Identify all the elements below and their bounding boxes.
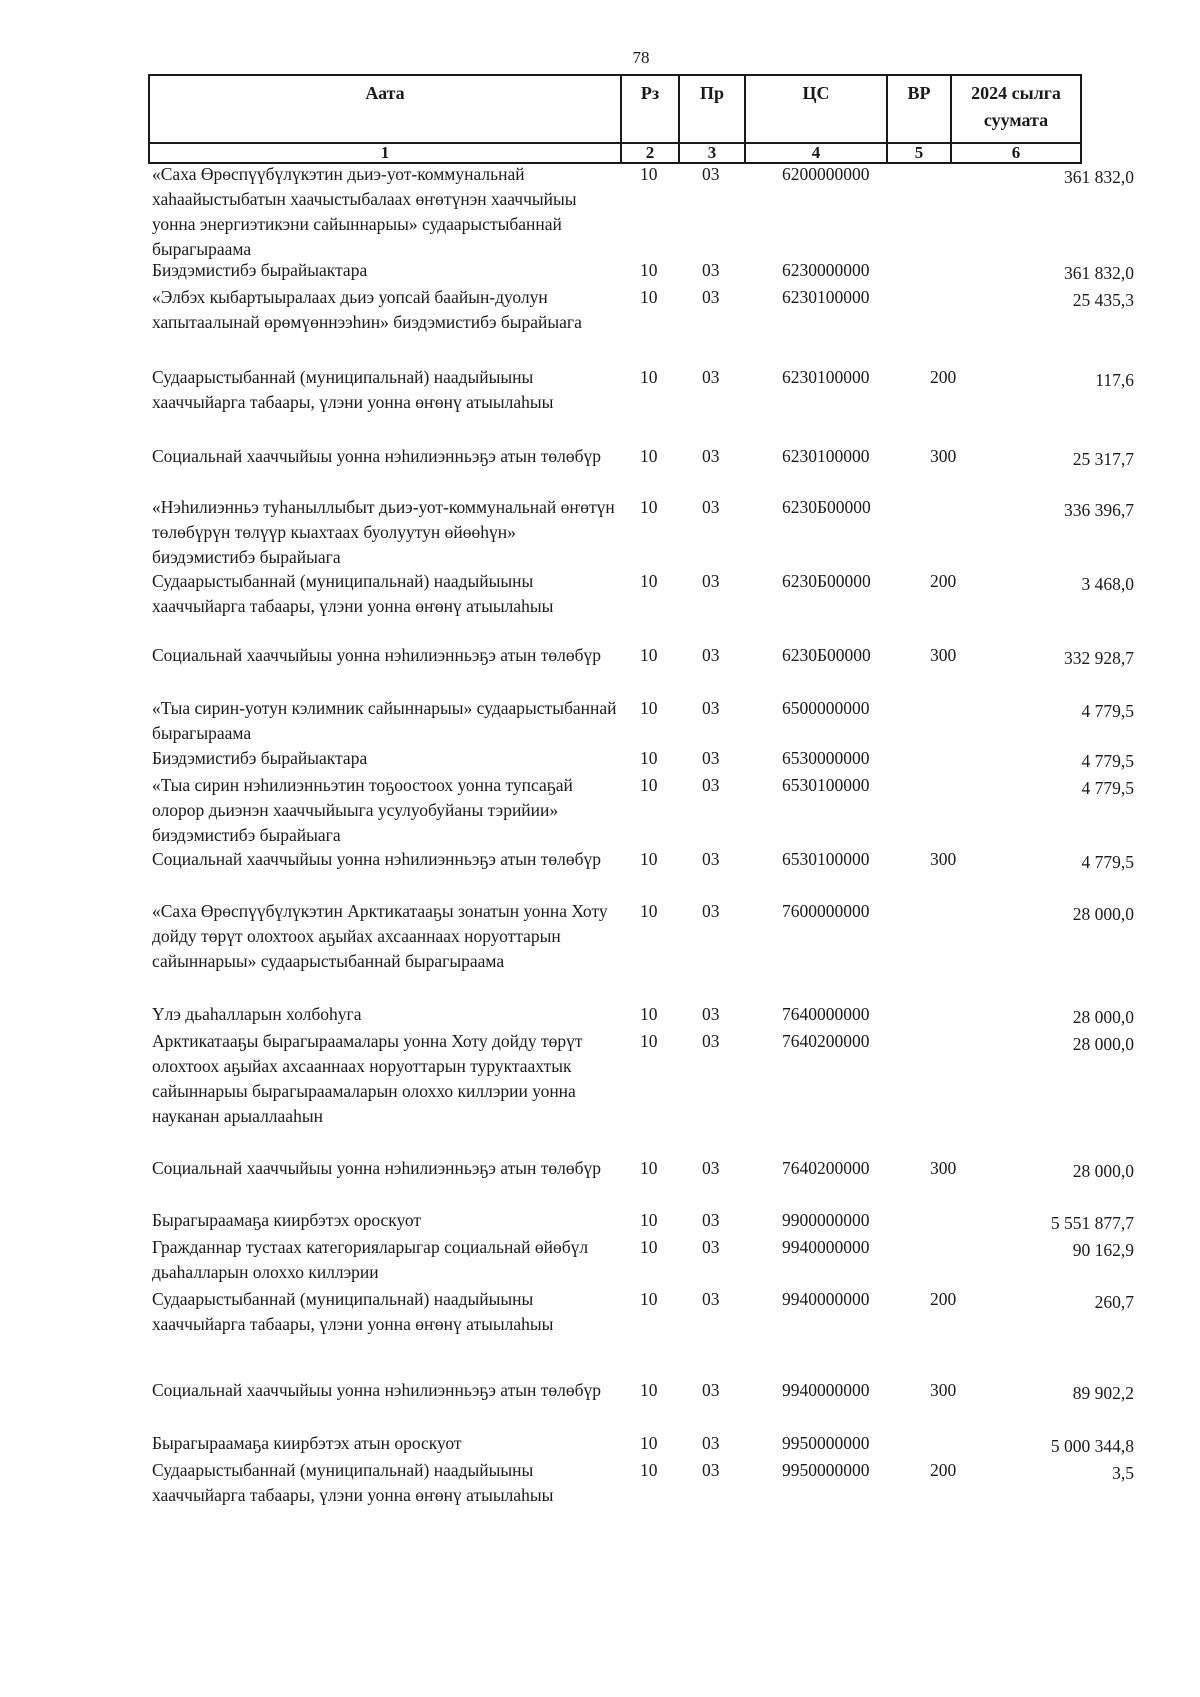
row-vr: 200 bbox=[930, 1460, 957, 1480]
row-pr: 03 bbox=[702, 1210, 720, 1230]
row-rz: 10 bbox=[640, 1210, 658, 1230]
row-cs: 6530100000 bbox=[782, 849, 870, 869]
row-vr: 300 bbox=[930, 849, 957, 869]
row-sum: 28 000,0 bbox=[1072, 1034, 1134, 1054]
row-cs: 7640200000 bbox=[782, 1031, 870, 1051]
row-name: Судаарыстыбаннай (муниципальнай) наадыйыыны хааччыйарга табаары, үлэни уонна өҥөнү атыылаһыы bbox=[152, 1289, 554, 1334]
row-cs: 9950000000 bbox=[782, 1433, 870, 1453]
table-row bbox=[0, 1431, 1200, 1458]
row-name: «Саха Өрөспүүбүлүкэтин дьиэ-уот-коммунальнай хаһаайыстыбатын хаачыстыбалаах өҥөтүнэн хааччыйыы уонна энергиэтикэни сайыннарыы» судаарыстыбаннай бырагыраама bbox=[152, 164, 577, 259]
row-rz: 10 bbox=[640, 497, 658, 517]
row-name: Социальнай хааччыйыы уонна нэһилиэнньэҕэ атын төлөбүр bbox=[152, 446, 602, 466]
page-number: 78 bbox=[632, 48, 650, 67]
row-name: Гражданнар тустаах категорияларыгар социальнай өйөбүл дьаһалларын олоххо киллэрии bbox=[152, 1237, 589, 1282]
row-pr: 03 bbox=[702, 748, 720, 768]
row-rz: 10 bbox=[640, 748, 658, 768]
row-vr: 300 bbox=[930, 645, 957, 665]
row-sum: 28 000,0 bbox=[1072, 904, 1134, 924]
row-pr: 03 bbox=[702, 1031, 720, 1051]
column-number-row bbox=[149, 143, 1081, 163]
row-rz: 10 bbox=[640, 1460, 658, 1480]
row-rz: 10 bbox=[640, 1158, 658, 1178]
row-sum: 3 468,0 bbox=[1081, 574, 1134, 594]
row-name: Бырагыраамаҕа киирбэтэх атын ороскуот bbox=[152, 1433, 462, 1453]
row-name: Арктикатааҕы бырагыраамалары уонна Хоту дойду төрүт олохтоох аҕыйах ахсааннаах норуоттарын туруктаахтык сайыннарыы бырагыраамаларын олоххо киллэрии уонна науканан арыаллааһын bbox=[152, 1031, 583, 1126]
row-sum: 4 779,5 bbox=[1081, 751, 1134, 771]
table-row bbox=[0, 365, 1200, 444]
row-name: Судаарыстыбаннай (муниципальнай) наадыйыыны хааччыйарга табаары, үлэни уонна өҥөнү атыылаһыы bbox=[152, 367, 554, 412]
column-number: 2 bbox=[621, 143, 679, 163]
row-name: «Тыа сирин-уотун кэлимник сайыннарыы» судаарыстыбаннай бырагыраама bbox=[152, 698, 617, 743]
row-pr: 03 bbox=[702, 901, 720, 921]
row-pr: 03 bbox=[702, 698, 720, 718]
table-row bbox=[0, 1287, 1200, 1378]
row-rz: 10 bbox=[640, 698, 658, 718]
column-number: 3 bbox=[679, 143, 745, 163]
row-sum: 28 000,0 bbox=[1072, 1007, 1134, 1027]
row-sum: 336 396,7 bbox=[1064, 500, 1134, 520]
row-pr: 03 bbox=[702, 260, 720, 280]
table-row bbox=[0, 258, 1200, 285]
column-number: 4 bbox=[745, 143, 887, 163]
row-rz: 10 bbox=[640, 1031, 658, 1051]
row-pr: 03 bbox=[702, 1158, 720, 1178]
row-rz: 10 bbox=[640, 1380, 658, 1400]
row-name: «Нэһилиэнньэ туһаныллыбыт дьиэ-уот-коммунальнай өҥөтүн төлөбүрүн төлүүр кыахтаах буолуутун өйөөһүн» биэдэмистибэ бырайыага bbox=[152, 497, 615, 567]
row-sum: 89 902,2 bbox=[1072, 1383, 1134, 1403]
table-row bbox=[0, 1378, 1200, 1431]
row-name: Биэдэмистибэ бырайыактара bbox=[152, 260, 368, 280]
row-cs: 7640000000 bbox=[782, 1004, 870, 1024]
table-row bbox=[0, 1029, 1200, 1156]
header-cs: ЦС bbox=[745, 75, 887, 143]
row-sum: 5 000 344,8 bbox=[1050, 1436, 1134, 1456]
table-row bbox=[0, 746, 1200, 773]
table-row bbox=[0, 162, 1200, 258]
row-name: «Саха Өрөспүүбүлүкэтин Арктикатааҕы зонатын уонна Хоту дойду төрүт олохтоох аҕыйах ахсааннаах норуоттарын сайыннарыы» судаарыстыбаннай бырагыраама bbox=[152, 901, 608, 971]
row-vr: 200 bbox=[930, 571, 957, 591]
column-number: 1 bbox=[149, 143, 621, 163]
row-sum: 90 162,9 bbox=[1072, 1240, 1134, 1260]
row-cs: 9940000000 bbox=[782, 1237, 870, 1257]
table-row bbox=[0, 1156, 1200, 1208]
row-pr: 03 bbox=[702, 645, 720, 665]
row-pr: 03 bbox=[702, 1289, 720, 1309]
row-cs: 6230100000 bbox=[782, 446, 870, 466]
row-rz: 10 bbox=[640, 1433, 658, 1453]
row-cs: 7640200000 bbox=[782, 1158, 870, 1178]
row-pr: 03 bbox=[702, 775, 720, 795]
row-rz: 10 bbox=[640, 260, 658, 280]
row-sum: 361 832,0 bbox=[1064, 167, 1134, 187]
row-rz: 10 bbox=[640, 1237, 658, 1257]
table-row bbox=[0, 847, 1200, 899]
row-pr: 03 bbox=[702, 446, 720, 466]
column-number: 6 bbox=[951, 143, 1081, 163]
header-aata: Аата bbox=[149, 75, 621, 143]
row-sum: 4 779,5 bbox=[1081, 778, 1134, 798]
row-pr: 03 bbox=[702, 164, 720, 184]
table-row bbox=[0, 569, 1200, 643]
row-pr: 03 bbox=[702, 1433, 720, 1453]
row-rz: 10 bbox=[640, 645, 658, 665]
row-vr: 200 bbox=[930, 1289, 957, 1309]
row-name: Социальнай хааччыйыы уонна нэһилиэнньэҕэ атын төлөбүр bbox=[152, 849, 602, 869]
row-cs: 6200000000 bbox=[782, 164, 870, 184]
row-cs: 6230100000 bbox=[782, 367, 870, 387]
row-sum: 5 551 877,7 bbox=[1050, 1213, 1134, 1233]
row-vr: 300 bbox=[930, 446, 957, 466]
row-cs: 6230Б00000 bbox=[782, 571, 871, 591]
header-row bbox=[149, 75, 1081, 143]
table-row bbox=[0, 495, 1200, 569]
row-pr: 03 bbox=[702, 1004, 720, 1024]
table-row bbox=[0, 444, 1200, 495]
row-rz: 10 bbox=[640, 287, 658, 307]
header-vr: ВР bbox=[887, 75, 951, 143]
table-header bbox=[148, 74, 1082, 164]
row-rz: 10 bbox=[640, 1289, 658, 1309]
row-name: «Тыа сирин нэһилиэнньэтин тоҕоостоох уонна тупсаҕай олорор дьиэнэн хааччыйыыга усулуобуйаны тэрийии» биэдэмистибэ бырайыага bbox=[152, 775, 573, 845]
header-sum: 2024 сылга суумата bbox=[951, 75, 1081, 143]
row-pr: 03 bbox=[702, 287, 720, 307]
row-name: Социальнай хааччыйыы уонна нэһилиэнньэҕэ атын төлөбүр bbox=[152, 1158, 602, 1178]
row-rz: 10 bbox=[640, 1004, 658, 1024]
row-sum: 4 779,5 bbox=[1081, 701, 1134, 721]
row-sum: 361 832,0 bbox=[1064, 263, 1134, 283]
row-cs: 6230000000 bbox=[782, 260, 870, 280]
column-number: 5 bbox=[887, 143, 951, 163]
table-row bbox=[0, 1458, 1200, 1510]
table-body bbox=[0, 162, 1200, 1510]
row-cs: 9950000000 bbox=[782, 1460, 870, 1480]
row-name: Үлэ дьаһалларын холбоһуга bbox=[152, 1004, 362, 1024]
row-rz: 10 bbox=[640, 571, 658, 591]
row-sum: 117,6 bbox=[1095, 370, 1134, 390]
row-cs: 6230100000 bbox=[782, 287, 870, 307]
row-name: Судаарыстыбаннай (муниципальнай) наадыйыыны хааччыйарга табаары, үлэни уонна өҥөнү атыылаһыы bbox=[152, 1460, 554, 1505]
row-sum: 3,5 bbox=[1112, 1463, 1134, 1483]
row-name: «Элбэх кыбартыыралаах дьиэ уопсай баайын-дуолун хапытаалынай өрөмүөннээһин» биэдэмистибэ бырайыага bbox=[152, 287, 582, 332]
row-sum: 332 928,7 bbox=[1064, 648, 1134, 668]
row-name: Социальнай хааччыйыы уонна нэһилиэнньэҕэ атын төлөбүр bbox=[152, 1380, 602, 1400]
row-vr: 300 bbox=[930, 1158, 957, 1178]
row-rz: 10 bbox=[640, 446, 658, 466]
row-cs: 9940000000 bbox=[782, 1380, 870, 1400]
row-vr: 300 bbox=[930, 1380, 957, 1400]
row-sum: 4 779,5 bbox=[1081, 852, 1134, 872]
row-cs: 6230Б00000 bbox=[782, 645, 871, 665]
row-cs: 9900000000 bbox=[782, 1210, 870, 1230]
table-row bbox=[0, 285, 1200, 365]
row-cs: 9940000000 bbox=[782, 1289, 870, 1309]
row-pr: 03 bbox=[702, 1380, 720, 1400]
header-pr: Пр bbox=[679, 75, 745, 143]
row-cs: 6530000000 bbox=[782, 748, 870, 768]
table-row bbox=[0, 899, 1200, 1002]
row-pr: 03 bbox=[702, 367, 720, 387]
row-sum: 260,7 bbox=[1094, 1292, 1134, 1312]
row-name: Биэдэмистибэ бырайыактара bbox=[152, 748, 368, 768]
table-row bbox=[0, 773, 1200, 847]
header-rz: Рз bbox=[621, 75, 679, 143]
row-rz: 10 bbox=[640, 849, 658, 869]
row-pr: 03 bbox=[702, 571, 720, 591]
row-cs: 6530100000 bbox=[782, 775, 870, 795]
row-cs: 7600000000 bbox=[782, 901, 870, 921]
row-rz: 10 bbox=[640, 164, 658, 184]
row-rz: 10 bbox=[640, 367, 658, 387]
row-sum: 25 317,7 bbox=[1072, 449, 1134, 469]
table-row bbox=[0, 1235, 1200, 1287]
table-row bbox=[0, 1208, 1200, 1235]
table-row bbox=[0, 643, 1200, 696]
row-sum: 25 435,3 bbox=[1072, 290, 1134, 310]
row-cs: 6500000000 bbox=[782, 698, 870, 718]
row-vr: 200 bbox=[930, 367, 957, 387]
row-name: Судаарыстыбаннай (муниципальнай) наадыйыыны хааччыйарга табаары, үлэни уонна өҥөнү атыылаһыы bbox=[152, 571, 554, 616]
row-name: Социальнай хааччыйыы уонна нэһилиэнньэҕэ атын төлөбүр bbox=[152, 645, 602, 665]
row-pr: 03 bbox=[702, 497, 720, 517]
row-rz: 10 bbox=[640, 901, 658, 921]
table-row bbox=[0, 696, 1200, 746]
table-row bbox=[0, 1002, 1200, 1029]
row-cs: 6230Б00000 bbox=[782, 497, 871, 517]
row-pr: 03 bbox=[702, 849, 720, 869]
row-rz: 10 bbox=[640, 775, 658, 795]
row-name: Бырагыраамаҕа киирбэтэх ороскуот bbox=[152, 1210, 422, 1230]
row-pr: 03 bbox=[702, 1460, 720, 1480]
row-pr: 03 bbox=[702, 1237, 720, 1257]
row-sum: 28 000,0 bbox=[1072, 1161, 1134, 1181]
